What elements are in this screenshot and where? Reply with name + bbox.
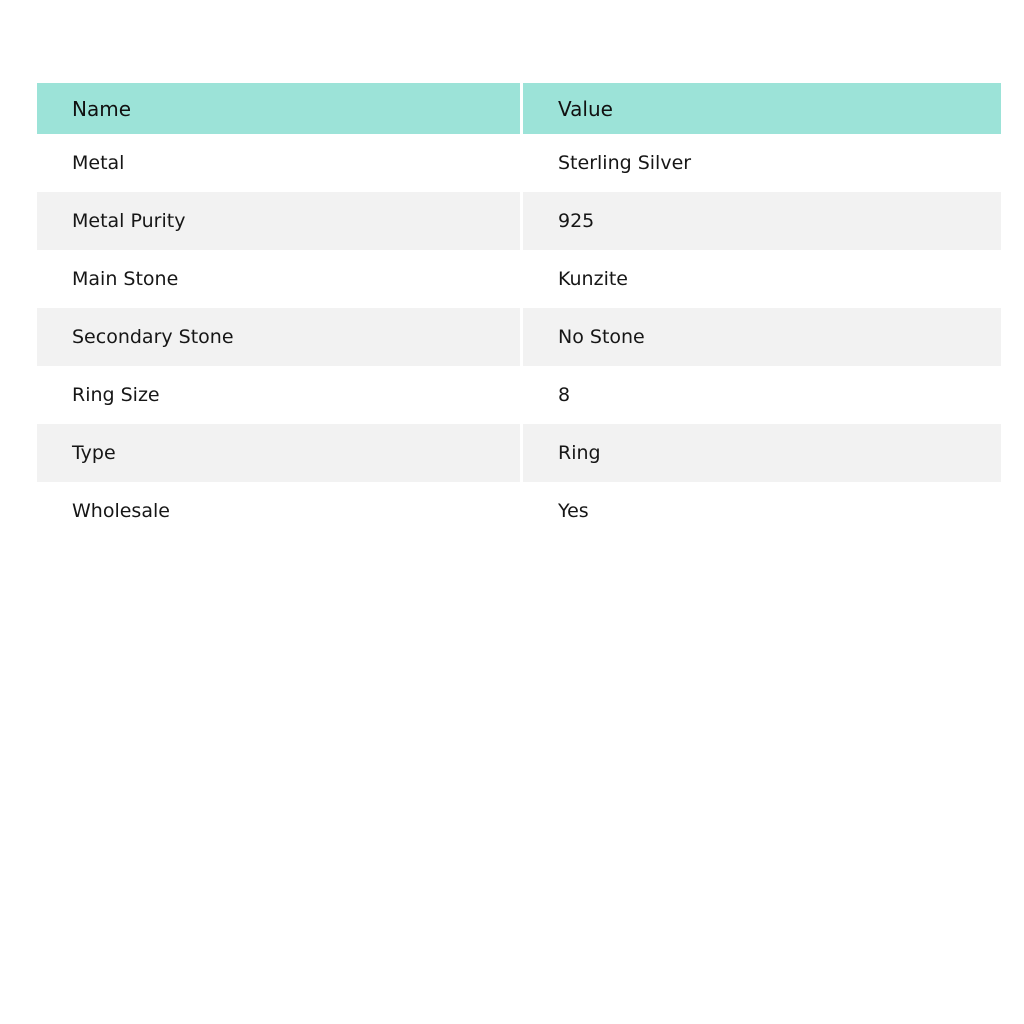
attribute-value-cell: Sterling Silver [523,134,1001,192]
attribute-value-cell: 925 [523,192,1001,250]
attribute-value-cell: Ring [523,424,1001,482]
attribute-name-cell: Metal [37,134,523,192]
attribute-name-cell: Metal Purity [37,192,523,250]
attribute-name-cell: Wholesale [37,482,523,540]
attribute-value-cell: 8 [523,366,1001,424]
product-attributes-table [37,83,1001,540]
attribute-name-cell: Main Stone [37,250,523,308]
table-row [37,308,1001,366]
attribute-value-cell: Kunzite [523,250,1001,308]
table-row [37,366,1001,424]
attribute-name-cell: Type [37,424,523,482]
table-row [37,134,1001,192]
table-header [37,83,1001,134]
attribute-value-cell: Yes [523,482,1001,540]
header-value-cell: Value [523,83,1001,134]
table-body [37,134,1001,540]
header-name-cell: Name [37,83,523,134]
table-row [37,424,1001,482]
table-row [37,250,1001,308]
attribute-value-cell: No Stone [523,308,1001,366]
attribute-name-cell: Ring Size [37,366,523,424]
header-row [37,83,1001,134]
table-row [37,482,1001,540]
table-row [37,192,1001,250]
attribute-name-cell: Secondary Stone [37,308,523,366]
